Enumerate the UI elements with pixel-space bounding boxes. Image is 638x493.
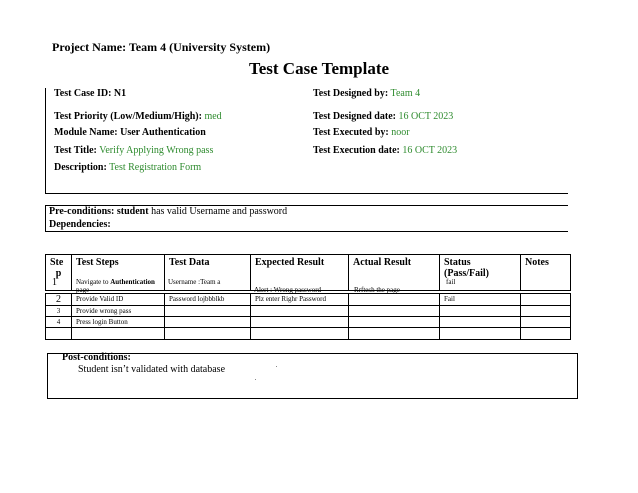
header-actual-result: Actual Result: [349, 255, 440, 291]
speck: [255, 379, 256, 380]
header-status: Status (Pass/Fail): [440, 255, 521, 291]
precond-left-border: [45, 205, 46, 231]
field-test-executed-by: Test Executed by: noor: [313, 127, 410, 138]
project-label: Project Name:: [52, 40, 127, 54]
header-notes: Notes: [521, 255, 571, 291]
field-test-designed-date: Test Designed date: 16 OCT 2023: [313, 111, 454, 122]
test-steps-body: [45, 293, 571, 340]
row1-expected: Alert : Wrong password: [254, 286, 322, 294]
row1-test-steps: Navigate to Authentication page: [76, 278, 155, 294]
postconditions-left-border: [47, 353, 48, 398]
row1-actual: Rrftesh the page: [354, 286, 400, 294]
field-test-priority: Test Priority (Low/Medium/High): med: [54, 111, 222, 122]
table-row: 3 Provide wrong pass: [46, 306, 571, 317]
row1-test-data: Username :Team a: [168, 278, 221, 286]
row1-status: fail: [446, 278, 456, 286]
header-test-data: Test Data: [165, 255, 251, 291]
postconditions-label: Post-conditions:: [62, 352, 131, 363]
field-test-execution-date: Test Execution date: 16 OCT 2023: [313, 145, 458, 156]
speck: [276, 366, 277, 367]
preconditions: Pre-conditions: student has valid Username and password: [49, 206, 288, 217]
page-title: Test Case Template: [248, 59, 390, 78]
postconditions-text: Student isn’t validated with database: [78, 364, 226, 375]
table-row: 4 Press login Button: [46, 317, 571, 328]
header-step: Ste p: [46, 255, 72, 291]
info-box-bottom-border: [45, 193, 568, 194]
field-test-title: Test Title: Verify Applying Wrong pass: [54, 145, 214, 156]
project-value: Team 4 (University System): [128, 40, 271, 54]
project-name: [52, 40, 270, 55]
table-row: 2 Provide Valid ID Password lojbbblkb Plz enter Righr Password Fail: [46, 294, 571, 306]
header-expected-result: Expected Result: [251, 255, 349, 291]
header-test-steps: Test Steps: [72, 255, 165, 291]
field-description: Description: Test Registration Form: [54, 162, 202, 173]
precond-bottom-border: [45, 231, 568, 232]
field-test-designed-by: Test Designed by: Team 4: [313, 88, 421, 99]
row1-step: 1: [52, 277, 57, 288]
field-module-name: Module Name: User Authentication: [54, 127, 206, 138]
dependencies: Dependencies:: [49, 219, 111, 230]
info-box-left-border: [45, 88, 46, 194]
table-row: [46, 328, 571, 340]
field-test-case-id: Test Case ID: N1: [54, 88, 127, 99]
